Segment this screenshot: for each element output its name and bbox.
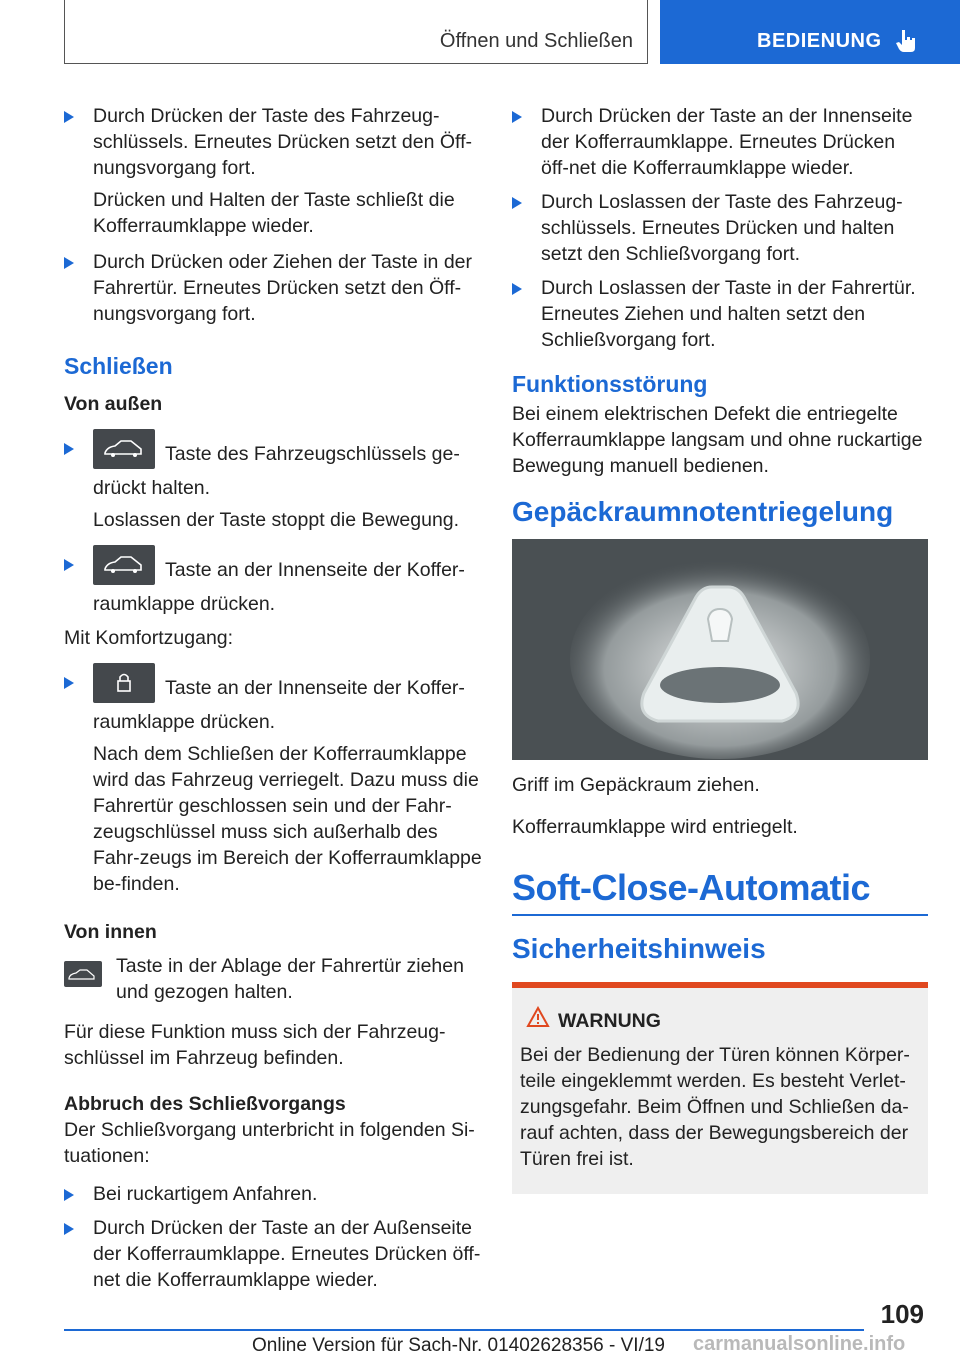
emergency-handle-illustration bbox=[512, 539, 928, 760]
key-text: Taste des Fahrzeugschlüssels ge-drückt halten. bbox=[93, 443, 460, 499]
right-column bbox=[512, 103, 928, 1194]
list-item bbox=[64, 551, 484, 617]
warning-title-text: WARNUNG bbox=[558, 1010, 661, 1032]
list-item-text bbox=[93, 669, 484, 735]
abbruch-text: Der Schließvorgang unterbricht in folgenden Si-tuationen: bbox=[64, 1119, 475, 1167]
warning-triangle-icon bbox=[526, 1006, 550, 1035]
list-item bbox=[64, 1181, 484, 1207]
list-item-subtext: Drücken und Halten der Taste schließt die Kofferraumklappe wieder. bbox=[93, 189, 455, 237]
list-item-text: Durch Drücken der Taste an der Innenseite der Kofferraumklappe. Erneutes Drücken öff-net die Kofferraumklappe wieder. bbox=[541, 105, 913, 179]
heading-abbruch: Abbruch des Schließvorgangs bbox=[64, 1093, 346, 1115]
left-column bbox=[64, 103, 484, 1293]
list-item-text: Durch Drücken oder Ziehen der Taste in der Fahrertür. Erneutes Drücken setzt den Öff-nungsvorgang fort. bbox=[93, 251, 473, 325]
car-trunk-icon bbox=[93, 545, 155, 585]
list-item-subtext: Loslassen der Taste stoppt die Bewegung. bbox=[93, 509, 460, 531]
list-item bbox=[64, 249, 484, 327]
warning-text: Bei der Bedienung der Türen können Körper-teile eingeklemmt werden. Es besteht Verlet-zungsgefahr. Beim Öffnen und Schließen da-rauf achten, dass der Bewegungsbereich der Türen frei ist. bbox=[520, 1044, 910, 1170]
list-item-text bbox=[93, 551, 484, 617]
header-chapter-box bbox=[64, 0, 648, 64]
warning-box bbox=[512, 982, 928, 1194]
heading-gepaeckraum: Gepäckraumnotentriegelung bbox=[512, 496, 894, 527]
warning-title bbox=[558, 1008, 920, 1034]
funktion-text: Bei einem elektrischen Defekt die entriegelte Kofferraumklappe langsam und ohne ruckartige Bewegung manuell bedienen. bbox=[512, 403, 923, 477]
list-item-text: Bei ruckartigem Anfahren. bbox=[93, 1183, 318, 1205]
list-item-text: Durch Loslassen der Taste in der Fahrertür. Erneutes Ziehen und halten setzt den Schließvorgang fort. bbox=[541, 277, 916, 351]
list-item bbox=[64, 435, 484, 501]
innen-text: Taste in der Ablage der Fahrertür ziehen und gezogen halten. bbox=[116, 955, 464, 1003]
page-number: 109 bbox=[880, 1299, 924, 1329]
heading-schliessen: Schließen bbox=[64, 353, 173, 379]
door-handle-icon bbox=[64, 961, 102, 987]
heading-von-aussen: Von außen bbox=[64, 393, 163, 415]
online-version-text: Online Version für Sach-Nr. 01402628356 - VI/19 bbox=[252, 1335, 665, 1356]
heading-funktionsstoerung: Funktionsstörung bbox=[512, 371, 708, 397]
entriegelt-text: Kofferraumklappe wird entriegelt. bbox=[512, 816, 798, 838]
list-item bbox=[64, 669, 484, 735]
footer-rule bbox=[64, 1329, 864, 1331]
innen-block bbox=[64, 953, 484, 1005]
hand-pointer-icon bbox=[896, 28, 918, 59]
griff-text: Griff im Gepäckraum ziehen. bbox=[512, 774, 760, 796]
komfort-label: Mit Komfortzugang: bbox=[64, 627, 234, 649]
watermark-text: carmanualsonline.info bbox=[693, 1333, 906, 1355]
emergency-release-photo bbox=[512, 539, 928, 760]
car-trunk-icon bbox=[93, 429, 155, 469]
list-item-text: Durch Drücken der Taste an der Außenseite der Kofferraumklappe. Erneutes Drücken öff-net die Kofferraumklappe wieder. bbox=[93, 1217, 481, 1291]
heading-von-innen: Von innen bbox=[64, 921, 157, 943]
list-item bbox=[512, 103, 928, 181]
list-item-subtext: Nach dem Schließen der Kofferraumklappe wird das Fahrzeug verriegelt. Dazu muss die Fahrertür geschlossen sein und der Fahr-zeugschlüssel muss sich außerhalb des Fahr-zeugs im Bereich der Kofferraumklappe be-finden. bbox=[93, 743, 482, 895]
heading-soft-close: Soft-Close-Automatic bbox=[512, 867, 870, 908]
section-title: BEDIENUNG bbox=[757, 30, 882, 52]
list-item-text: Durch Drücken der Taste des Fahrzeug-schlüssels. Erneutes Drücken setzt den Öff-nungsvorgang fort. bbox=[93, 105, 472, 179]
list-item bbox=[512, 189, 928, 267]
header-section-tab bbox=[660, 0, 960, 64]
list-item bbox=[64, 103, 484, 181]
lock-icon bbox=[93, 663, 155, 703]
section-rule bbox=[512, 914, 928, 916]
heading-sicherheitshinweis: Sicherheitshinweis bbox=[512, 933, 766, 964]
key-text: Taste an der Innenseite der Koffer-raumklappe drücken. bbox=[93, 677, 465, 733]
list-item-text: Durch Loslassen der Taste des Fahrzeug-schlüssels. Erneutes Drücken und halten setzt den Schließvorgang fort. bbox=[541, 191, 903, 265]
key-text: Taste an der Innenseite der Koffer-raumklappe drücken. bbox=[93, 559, 465, 615]
list-item-text bbox=[93, 435, 484, 501]
chapter-title: Öffnen und Schließen bbox=[439, 30, 633, 52]
fuer-diese-text: Für diese Funktion muss sich der Fahrzeug-schlüssel im Fahrzeug befinden. bbox=[64, 1021, 446, 1069]
list-item bbox=[512, 275, 928, 353]
list-item bbox=[64, 1215, 484, 1293]
